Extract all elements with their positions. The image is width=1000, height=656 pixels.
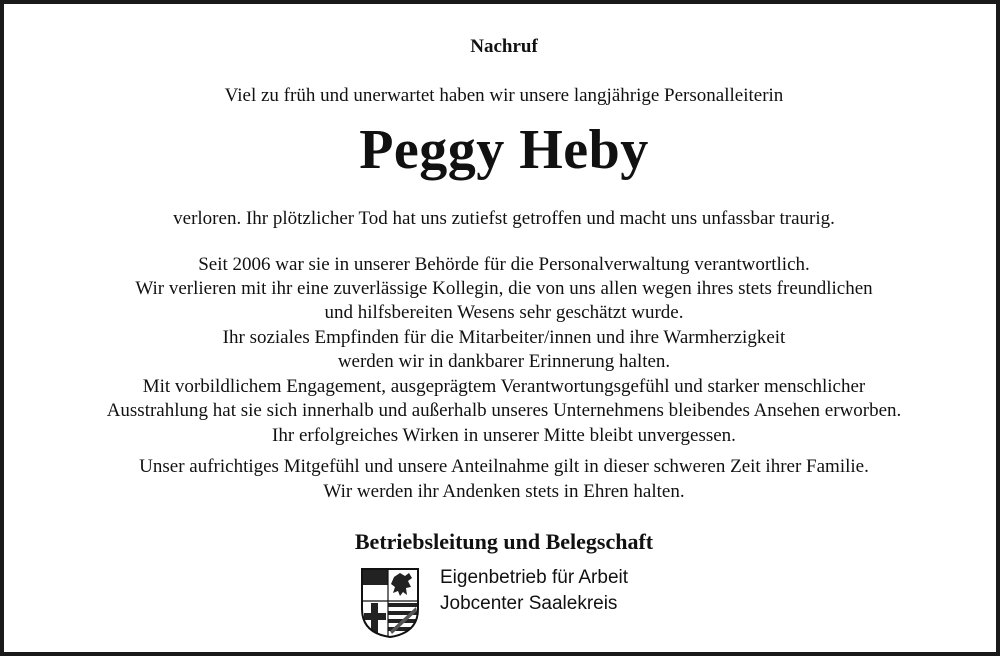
loss-text: verloren. Ihr plötzlicher Tod hat uns zutiefst getroffen und macht uns unfassbar traurig.	[173, 208, 835, 229]
notice-heading: Nachruf	[470, 36, 538, 57]
organization-logo	[360, 567, 660, 639]
organization-name-line2: Jobcenter Saalekreis	[440, 593, 618, 614]
signature: Betriebsleitung und Belegschaft	[354, 529, 654, 554]
condolence-line: Unser aufrichtiges Mitgefühl und unsere Anteilnahme gilt in dieser schweren Zeit ihrer Familie.	[139, 456, 869, 477]
tribute-line: Ihr soziales Empfinden für die Mitarbeiter/innen und ihre Warmherzigkeit	[222, 327, 786, 348]
tribute-line: Mit vorbildlichem Engagement, ausgeprägtem Verantwortungsgefühl und starker menschlicher	[142, 376, 866, 397]
condolence-line: Wir werden ihr Andenken stets in Ehren halten.	[323, 481, 685, 502]
coat-of-arms-icon	[360, 567, 420, 639]
tribute-line: werden wir in dankbarer Erinnerung halten.	[337, 351, 671, 372]
intro-text: Viel zu früh und unerwartet haben wir unsere langjährige Personalleiterin	[224, 85, 784, 106]
deceased-name: Peggy Heby	[359, 119, 649, 181]
tribute-line: Ihr erfolgreiches Wirken in unserer Mitte bleibt unvergessen.	[272, 425, 736, 446]
tribute-line: Wir verlieren mit ihr eine zuverlässige Kollegin, die von uns allen wegen ihres stets freundlichen	[135, 278, 873, 299]
tribute-line: Seit 2006 war sie in unserer Behörde für die Personalverwaltung verantwortlich.	[198, 254, 810, 275]
tribute-line: Ausstrahlung hat sie sich innerhalb und außerhalb unseres Unternehmens bleibendes Ansehen erworben.	[106, 400, 902, 421]
organization-name-line1: Eigenbetrieb für Arbeit	[440, 567, 629, 588]
tribute-line: und hilfsbereiten Wesens sehr geschätzt wurde.	[324, 302, 684, 323]
